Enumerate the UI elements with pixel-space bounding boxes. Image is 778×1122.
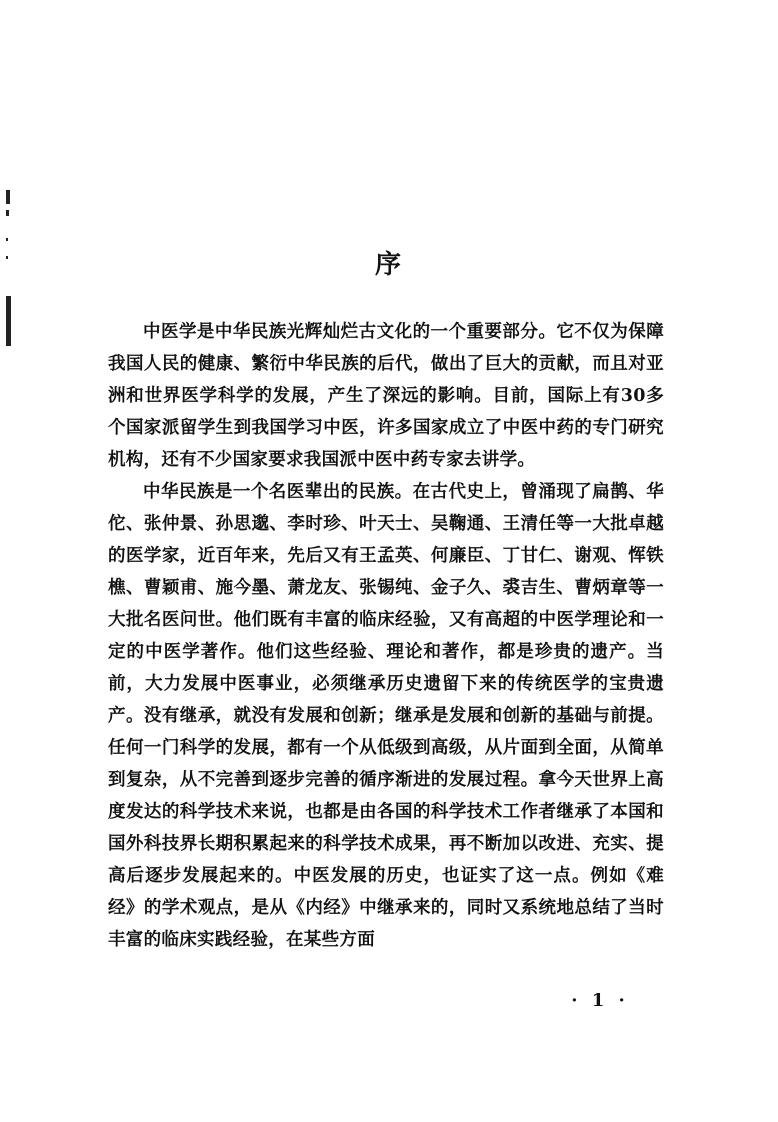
paragraph: 中医学是中华民族光辉灿烂古文化的一个重要部分。它不仅为保障我国人民的健康、繁衍中华民族的后代，做出了巨大的贡献，而且对亚洲和世界医学科学的发展，产生了深远的影响。目前，国际上有30多个国家派留学生到我国学习中医，许多国家成立了中医中药的专门研究机构，还有不少国家要求我国派中医中药专家去讲学。 xyxy=(108,322,664,470)
scan-artifact xyxy=(6,190,10,204)
body-text xyxy=(108,316,664,956)
page-title: 序 xyxy=(374,250,403,280)
scan-artifact xyxy=(6,238,8,241)
paragraph: 中华民族是一个名医辈出的民族。在古代史上，曾涌现了扁鹊、华佗、张仲景、孙思邈、李时珍、叶天士、吴鞠通、王清任等一大批卓越的医学家，近百年来，先后又有王孟英、何廉臣、丁甘仁、谢观、恽铁樵、曹颖甫、施今墨、萧龙友、张锡纯、金子久、裘吉生、曹炳章等一大批名医问世。他们既有丰富的临床经验，又有高超的中医学理论和一定的中医学著作。他们这些经验、理论和著作，都是珍贵的遗产。当前，大力发展中医事业，必须继承历史遗留下来的传统医学的宝贵遗产。没有继承，就没有发展和创新；继承是发展和创新的基础与前提。任何一门科学的发展，都有一个从低级到高级，从片面到全面，从简单到复杂，从不完善到逐步完善的循序渐进的发展过程。拿今天世界上高度发达的科学技术来说，也都是由各国的科学技术工作者继承了本国和国外科技界长期积累起来的科学技术成果，再不断加以改进、充实、提高后逐步发展起来的。中医发展的历史，也证实了这一点。例如《难经》的学术观点，是从《内经》中继承来的，同时又系统地总结了当时丰富的临床实践经验，在某些方面 xyxy=(108,482,664,950)
scan-artifact xyxy=(6,210,9,216)
page-number: · 1 · xyxy=(571,990,629,1011)
scan-artifact xyxy=(6,296,11,346)
